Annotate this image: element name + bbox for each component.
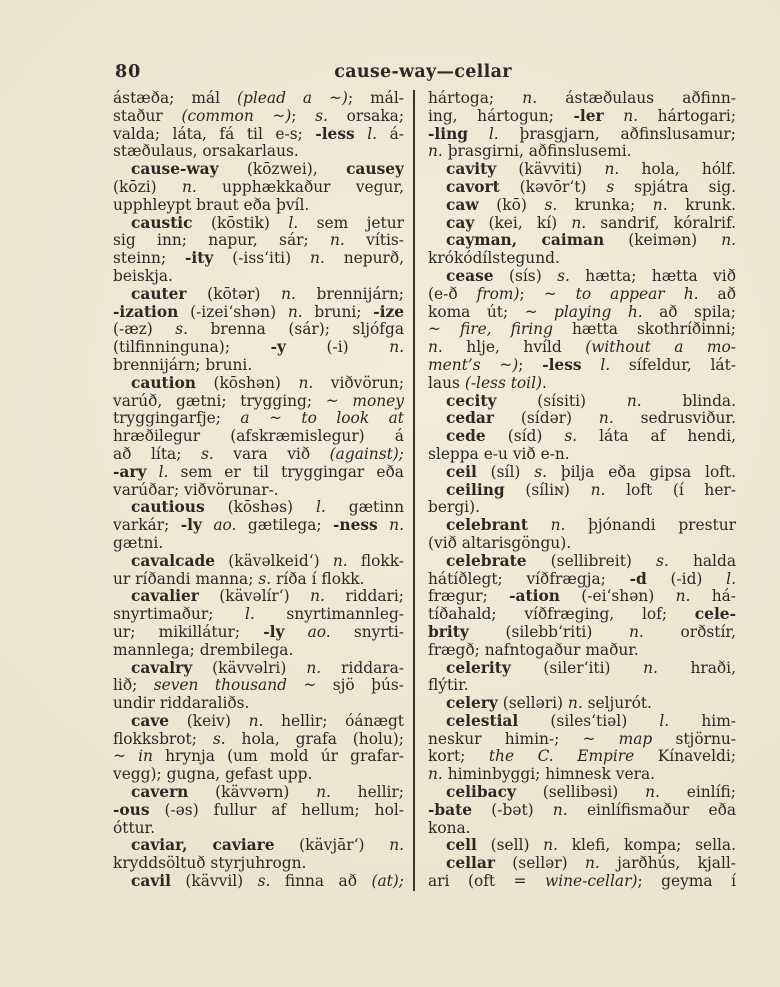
dictionary-line: hártoga; n. ástæðulaus aðfinn- [428, 90, 736, 107]
dictionary-line: krókódílstegund. [428, 250, 560, 268]
dictionary-line: undir riddaraliðs. [113, 695, 250, 713]
dictionary-line: cavalier (kävəlír‘) n. riddari; [131, 588, 404, 606]
left-column [113, 90, 404, 891]
dictionary-line: tryggingarfje; a ~ to look at [113, 410, 404, 428]
dictionary-line: ari (oft = wine-cellar); geyma í [428, 873, 736, 891]
dictionary-line: ~ fire, firing hætta skothríðinni; [428, 321, 736, 339]
dictionary-line: (kōzi) n. upphækkaður vegur, [113, 178, 404, 196]
dictionary-line: bergi). [428, 499, 480, 517]
dictionary-line: frægur; -ation (-ei‘shən) n. há- [428, 588, 736, 606]
dictionary-line: celerity (siler‘iti) n. hraði, [446, 659, 736, 677]
dictionary-line: cavort (kəvōr‘t) s spjátra sig. [446, 178, 736, 196]
dictionary-line: staður (common ~); s. orsaka; [113, 107, 404, 125]
dictionary-line: upphleypt braut eða þvíl. [113, 196, 310, 214]
dictionary-line: (tilfinninguna); -y (-i) n. [113, 339, 404, 357]
dictionary-line: cave (keiv) n. hellir; óánægt [131, 712, 404, 730]
dictionary-line: neskur himin-; ~ map stjörnu- [428, 730, 736, 748]
dictionary-line: ur; mikillátur; -ly ao. snyrti- [113, 623, 404, 641]
dictionary-line: (við altarisgöngu). [428, 534, 572, 552]
dictionary-line: laus (-less toil). [428, 374, 547, 392]
dictionary-line: cavity (kävviti) n. hola, hólf. [446, 161, 736, 179]
dictionary-line: að líta; s. vara við (against); [113, 445, 404, 463]
dictionary-line: hræðilegur (afskræmislegur) á [113, 428, 404, 446]
dictionary-line: stæðulaus, orsakarlaus. [113, 143, 299, 161]
dictionary-line: mannlega; drembilega. [113, 641, 294, 659]
dictionary-line: cause-way (kōzwei), causey [131, 161, 404, 179]
dictionary-line: (-æz) s. brenna (sár); sljófga [113, 321, 404, 339]
dictionary-line: cedar (sídər) n. sedrusviður. [446, 410, 736, 428]
dictionary-line: sig inn; napur, sár; n. vítis- [113, 232, 404, 250]
guide-words: cause-way—cellar [334, 62, 512, 82]
dictionary-line: cavern (kävvərn) n. hellir; [131, 784, 404, 802]
dictionary-line: sleppa e-u við e-n. [428, 445, 570, 463]
dictionary-line: valda; láta, fá til e-s; -less l. á- [113, 125, 404, 143]
dictionary-line: steinn; -ity (-iss‘iti) n. nepurð, [113, 250, 404, 268]
dictionary-line: flýtir. [428, 677, 469, 695]
dictionary-line: lið; seven thousand ~ sjö þús- [113, 677, 404, 695]
dictionary-line: (e-ð from); ~ to appear h. að [428, 285, 736, 303]
dictionary-line: ástæða; mál (plead a ~); mál- [113, 90, 404, 107]
right-column [428, 90, 736, 891]
dictionary-line: celebrant n. þjónandi prestur [446, 517, 736, 535]
dictionary-line: n. himinbyggi; himnesk vera. [428, 766, 656, 784]
dictionary-line: ment’s ~); -less l. sífeldur, lát- [428, 356, 736, 374]
dictionary-line: ceiling (síliɴ) n. loft (í her- [446, 481, 736, 499]
column-divider-rule [413, 90, 415, 891]
dictionary-line: kort; the C. Empire Kínaveldi; [428, 748, 736, 766]
dictionary-line: celebrate (sellibreit) s. halda [446, 552, 736, 570]
dictionary-line: cellar (sellər) n. jarðhús, kjall- [446, 855, 736, 873]
dictionary-line: cease (sís) s. hætta; hætta við [446, 267, 736, 285]
dictionary-line: cavalry (kävvəlri) n. riddara- [131, 659, 404, 677]
dictionary-line: cauter (kōtər) n. brennijárn; [131, 285, 404, 303]
dictionary-line: cayman, caiman (keimən) n. [446, 232, 736, 250]
dictionary-line: -ary l. sem er til tryggingar eða [113, 463, 404, 481]
dictionary-line: celestial (siles‘tiəl) l. him- [446, 712, 736, 730]
dictionary-line: varúð, gætni; trygging; ~ money [113, 392, 404, 410]
dictionary-line: frægð; nafntogaður maður. [428, 641, 639, 659]
dictionary-line: brennijárn; bruni. [113, 356, 253, 374]
dictionary-line: vegg); gugna, gefast upp. [113, 766, 313, 784]
dictionary-line: snyrtimaður; l. snyrtimannleg- [113, 606, 404, 624]
page-header [113, 60, 733, 84]
dictionary-line: óttur. [113, 819, 156, 837]
dictionary-line: koma út; ~ playing h. að spila; [428, 303, 736, 321]
dictionary-line: brity (silebb‘riti) n. orðstír, [428, 623, 736, 641]
dictionary-line: cell (sell) n. klefi, kompa; sella. [446, 837, 736, 855]
dictionary-line: caution (kōshən) n. viðvörun; [131, 374, 404, 392]
dictionary-line: caw (kō) s. krunka; n. krunk. [446, 196, 736, 214]
dictionary-line: caustic (kōstik) l. sem jetur [131, 214, 404, 232]
dictionary-line: ing, hártogun; -ler n. hártogari; [428, 107, 736, 125]
dictionary-line: -ous (-əs) fullur af hellum; hol- [113, 801, 404, 819]
dictionary-line: kona. [428, 819, 471, 837]
dictionary-line: -ization (-izei‘shən) n. bruni; -ize [113, 303, 404, 321]
dictionary-line: cavil (kävvil) s. finna að (at); [131, 873, 404, 891]
dictionary-line: beiskja. [113, 267, 173, 285]
dictionary-line: tíðahald; víðfræging, lof; cele- [428, 606, 736, 624]
dictionary-line: varkár; -ly ao. gætilega; -ness n. [113, 517, 404, 535]
dictionary-line: flokksbrot; s. hola, grafa (holu); [113, 730, 404, 748]
text-block [113, 90, 736, 891]
dictionary-line: cede (síd) s. láta af hendi, [446, 428, 736, 446]
dictionary-line: ur ríðandi manna; s. ríða í flokk. [113, 570, 365, 588]
dictionary-line: cecity (sísiti) n. blinda. [446, 392, 736, 410]
dictionary-line: ceil (síl) s. þilja eða gipsa loft. [446, 463, 736, 481]
dictionary-line: varúðar; viðvörunar-. [113, 481, 279, 499]
dictionary-line: n. hlje, hvíld (without a mo- [428, 339, 736, 357]
dictionary-line: -bate (-bət) n. einlífismaður eða [428, 801, 736, 819]
dictionary-line: celibacy (sellibəsi) n. einlífi; [446, 784, 736, 802]
dictionary-line: cay (kei, kí) n. sandrif, kóralrif. [446, 214, 736, 232]
dictionary-line: celery (selləri) n. seljurót. [446, 695, 652, 713]
dictionary-line: hátíðlegt; víðfrægja; -d (-id) l. [428, 570, 736, 588]
dictionary-line: gætni. [113, 534, 164, 552]
dictionary-line: -ling l. þrasgjarn, aðfinslusamur; [428, 125, 736, 143]
dictionary-line: kryddsöltuð styrjuhrogn. [113, 855, 307, 873]
page-number: 80 [115, 62, 142, 82]
dictionary-line: n. þrasgirni, aðfinslusemi. [428, 143, 632, 161]
dictionary-line: cautious (kōshəs) l. gætinn [131, 499, 404, 517]
dictionary-line: ~ in hrynja (um mold úr grafar- [113, 748, 404, 766]
dictionary-line: cavalcade (kävəlkeid‘) n. flokk- [131, 552, 404, 570]
dictionary-line: caviar, caviare (kävjār‘) n. [131, 837, 404, 855]
